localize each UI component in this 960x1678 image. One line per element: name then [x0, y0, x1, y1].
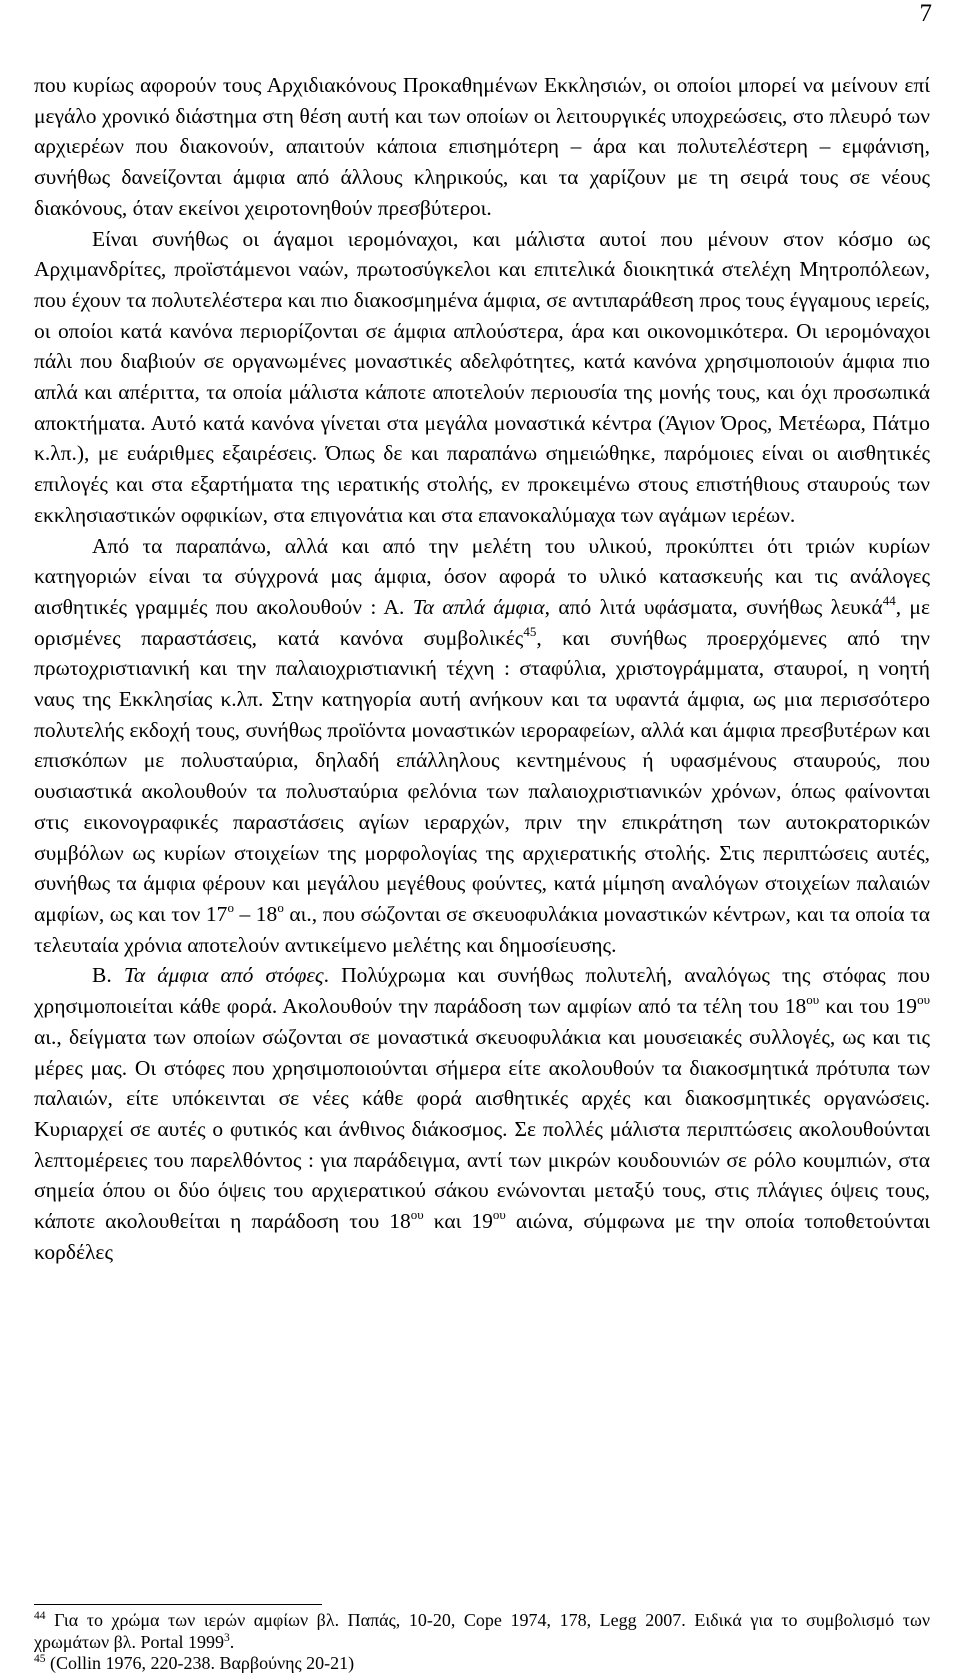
- text-run: , με ορισμένες παραστάσεις, κατά κανόνα συμβολικές: [34, 594, 930, 650]
- superscript: ου: [806, 992, 820, 1008]
- text-run: αι., που σώζονται σε σκευοφυλάκια μοναστικών κέντρων, και τα οποία τα τελευταία χρόνια αποτελούν αντικείμενο μελέτης και δημοσίευσης.: [34, 901, 931, 957]
- italic-run: Τα απλά άμφια: [412, 594, 545, 619]
- text-run: αιώνα, σύμφωνα με την οποία τοποθετούνται κορδέλες: [34, 1209, 930, 1264]
- superscript: ο: [277, 899, 284, 915]
- text-run: (Collin 1976, 220-238. Βαρβούνης 20-21): [45, 1653, 355, 1673]
- text-run: , και συνήθως προερχόμενες από την πρωτοχριστιανική και την παλαιοχριστιανική τέχνη : σταφύλια, χριστογράμματα, σταυροί, η νοητή ναυς της Εκκλησίας κ.λπ. Στην κατηγορία αυτή ανήκουν και τα υφαντά άμφια, ως μια περισσότερο πολυτελής εκδοχή τους, συνήθως προϊόντα μοναστικών ιεροραφείων, αλλά και άμφια πρεσβυτέρων και επισκόπων με πολυσταύρια, δηλαδή επάλληλους κεντημένους ή υφασμένους σταυρούς, που ουσιαστικά ακολουθούν τα πολυσταύρια φελόνια των παλαιοχριστιανικών χρόνων, όπως φαίνονται στις εικονογραφικές παραστάσεις αγίων ιεραρχών, πριν την επικράτηση των αυτοκρατορικών συμβόλων ως κυρίων στοιχείων της μορφολογίας της αρχιερατικής στολής. Στις περιπτώσεις αυτές, συνήθως τα άμφια φέρουν και μεγάλου μεγέθους φούντες, κατά μίμηση αναλόγων στοιχείων παλαιών αμφίων, ως και τον 17: [34, 625, 931, 926]
- text-run: Β.: [92, 963, 124, 988]
- text-run: – 18: [233, 901, 278, 926]
- superscript: 44: [34, 1610, 46, 1622]
- text-run: Από τα παραπάνω, αλλά και από την μελέτη του υλικού, προκύπτει ότι τριών κυρίων κατηγοριών είναι τα σύγχρονά μας άμφια, όσον αφορά το υλικό κατασκευής και τις ανάλογες αισθητικές γραμμές που ακολουθούν : Α.: [34, 533, 930, 619]
- superscript: 44: [882, 592, 896, 608]
- text-run: . Πολύχρωμα και συνήθως πολυτελή, αναλόγως της στόφας που χρησιμοποιείται κάθε φορά. Ακολουθούν την παράδοση των αμφίων από τα τέλη του 18: [34, 963, 931, 1019]
- paragraph: [34, 224, 930, 531]
- footnote: [34, 1610, 930, 1653]
- superscript: ου: [917, 992, 930, 1008]
- page-number: 7: [919, 0, 932, 27]
- superscript: 45: [523, 623, 537, 639]
- superscript: ου: [492, 1207, 506, 1223]
- paragraph: [34, 70, 930, 224]
- paragraph: [34, 531, 930, 961]
- text-run: .: [229, 1631, 235, 1652]
- superscript: 45: [34, 1653, 46, 1665]
- body-text: [34, 70, 930, 1267]
- superscript: ο: [227, 899, 234, 915]
- footnote: [34, 1653, 930, 1675]
- paragraph: [34, 960, 930, 1267]
- italic-run: Τα άμφια από στόφες: [123, 963, 324, 988]
- text-run: αι., δείγματα των οποίων σώζονται σε μοναστικά σκευοφυλάκια και μουσειακές συλλογές, ως και τις μέρες μας. Οι στόφες που χρησιμοποιούνται σήμερα είτε ακολουθούν τα διακοσμητικά πρότυπα των παλαιών, είτε υπόκεινται σε νέες κάθε φορά αισθητικές αρχές και διακοσμητικές οργανώσεις. Κυριαρχεί σε αυτές ο φυτικός και άνθινος διάκοσμος. Σε πολλές μάλιστα περιπτώσεις ακολουθούνται λεπτομέρειες του παρελθόντος : για παράδειγμα, αντί των μικρών κουδουνιών σε ρόλο κουμπιών, στα σημεία όπου οι δύο όψεις του αρχιερατικού σάκου ενώνονται μεταξύ τους, στις πλάγιες όψεις τους, κάποτε ακολουθείται η παράδοση του 18: [34, 1024, 930, 1234]
- text-run: που κυρίως αφορούν τους Αρχιδιακόνους Προκαθημένων Εκκλησιών, οι οποίοι μπορεί να μείνουν επί μεγάλο χρονικό διάστημα στη θέση αυτή και των οποίων οι λειτουργικές υποχρεώσεις, στο πλευρό των αρχιερέων που διακονούν, απαιτούν κάποια επισημότερη – άρα και πολυτελέστερη – εμφάνιση, συνήθως δανείζονται άμφια από άλλους κληρικούς, και τα χαρίζουν με τη σειρά τους σε νέους διακόνους, όταν εκείνοι χειροτονηθούν πρεσβύτεροι.: [34, 73, 930, 220]
- text-run: και 19: [423, 1209, 493, 1234]
- superscript: 3: [224, 1631, 230, 1644]
- footnote-separator: [34, 1604, 322, 1605]
- text-run: Για το χρώμα των ιερών αμφίων βλ. Παπάς, 10-20, Cope 1974, 178, Legg 2007. Ειδικά για το συμβολισμό των χρωμάτων βλ. Portal 1999: [34, 1610, 930, 1652]
- footnotes: [34, 1610, 930, 1675]
- superscript: ου: [410, 1207, 424, 1223]
- text-run: , από λιτά υφάσματα, συνήθως λευκά: [544, 594, 883, 619]
- text-run: Είναι συνήθως οι άγαμοι ιερομόναχοι, και μάλιστα αυτοί που μένουν στον κόσμο ως Αρχιμανδρίτες, προϊστάμενοι ναών, πρωτοσύγκελοι και επιτελικά διοικητικά στελέχη Μητροπόλεων, που έχουν τα πολυτελέστερα και πιο διακοσμημένα άμφια, σε αντιπαράθεση προς τους έγγαμους ιερείς, οι οποίοι κατά κανόνα περιορίζονται σε άμφια απλούστερα, άρα και οικονομικότερα. Οι ιερομόναχοι πάλι που διαβιούν σε οργανωμένες μοναστικές αδελφότητες, κατά κανόνα χρησιμοποιούν άμφια πιο απλά και απέριττα, τα οποία μάλιστα κάποτε αποτελούν περιουσία της μονής τους, και όχι προσωπικά αποκτήματα. Αυτό κατά κανόνα γίνεται στα μεγάλα μοναστικά κέντρα (Άγιον Όρος, Μετέωρα, Πάτμο κ.λπ.), με ευάριθμες εξαιρέσεις. Όπως δε και παραπάνω σημειώθηκε, παρόμοιες είναι οι αισθητικές επιλογές και στα εξαρτήματα της ιερατικής στολής, εν προκειμένω στους επιστήθιους σταυρούς των εκκλησιαστικών οφφικίων, στα επιγονάτια και στα επανοκαλύμαχα των αγάμων ιερέων.: [34, 226, 930, 527]
- text-run: και του 19: [819, 994, 918, 1019]
